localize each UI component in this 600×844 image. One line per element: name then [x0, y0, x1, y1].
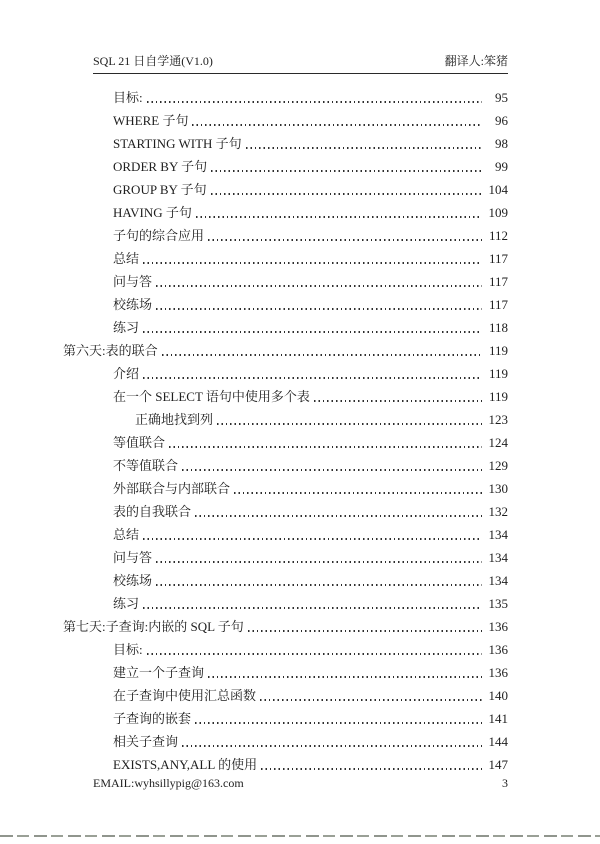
toc-leader-dots: [211, 170, 482, 171]
toc-entry-page: 141: [488, 711, 508, 726]
toc-entry-label: 总结: [113, 251, 140, 266]
toc-entry-page: 119: [488, 343, 508, 358]
toc-entry-label: 总结: [113, 527, 140, 542]
toc-entry-page: 136: [488, 642, 508, 657]
toc-entry-page: 109: [488, 205, 508, 220]
toc-entry-label: 相关子查询: [113, 734, 179, 749]
toc-entry-label: 等值联合: [113, 435, 166, 450]
toc-entry-label: 练习: [113, 596, 140, 611]
toc-entry-page: 117: [488, 297, 508, 312]
toc-leader-dots: [208, 676, 482, 677]
toc-leader-dots: [143, 262, 482, 263]
toc-entry: [63, 337, 508, 360]
toc-entry: [63, 751, 508, 774]
footer-page-number: 3: [502, 776, 508, 790]
toc-entry-label: 在一个 SELECT 语句中使用多个表: [113, 389, 310, 404]
toc-leader-dots: [156, 308, 482, 309]
header-book-title: SQL 21 日自学通(V1.0): [93, 54, 213, 68]
toc-entry: [63, 199, 508, 222]
toc-entry-label: 子查询的嵌套: [113, 711, 192, 726]
toc-entry: [63, 153, 508, 176]
toc-entry-label: 问与答: [113, 274, 153, 289]
toc-leader-dots: [260, 699, 482, 700]
footer-email: EMAIL:wyhsillypig@163.com: [93, 776, 244, 790]
toc-entry: [63, 268, 508, 291]
toc-entry-page: 136: [488, 665, 508, 680]
toc-entry: [63, 613, 508, 636]
toc-entry: [63, 360, 508, 383]
toc-entry-page: 134: [488, 573, 508, 588]
toc-entry-label: 子句的综合应用: [113, 228, 205, 243]
toc-leader-dots: [195, 515, 482, 516]
toc-entry: [63, 475, 508, 498]
toc-entry: [63, 590, 508, 613]
page-break-dashed-line: [0, 835, 600, 837]
toc-entry-page: 95: [495, 90, 508, 105]
toc-entry: [63, 84, 508, 107]
toc-entry: [63, 544, 508, 567]
toc-entry-label: 第七天:子查询:内嵌的 SQL 子句: [63, 619, 244, 634]
toc-entry-page: 98: [495, 136, 508, 151]
toc-entry-page: 136: [488, 619, 508, 634]
toc-entry: [63, 567, 508, 590]
toc-entry-page: 130: [488, 481, 508, 496]
toc-entry-label: HAVING 子句: [113, 205, 192, 220]
toc-entry-page: 119: [488, 389, 508, 404]
toc-leader-dots: [143, 538, 482, 539]
toc-leader-dots: [156, 584, 482, 585]
toc-entry-label: 问与答: [113, 550, 153, 565]
toc-entry-page: 96: [495, 113, 508, 128]
toc-entry-page: 144: [488, 734, 508, 749]
toc-entry: [63, 406, 508, 429]
page-header: [93, 54, 508, 74]
toc-entry-page: 112: [488, 228, 508, 243]
toc-entry-page: 132: [488, 504, 508, 519]
toc-entry-page: 129: [488, 458, 508, 473]
toc-entry: [63, 705, 508, 728]
toc-leader-dots: [143, 331, 482, 332]
toc-leader-dots: [143, 607, 482, 608]
toc-leader-dots: [143, 377, 482, 378]
toc-entry-label: EXISTS,ANY,ALL 的使用: [113, 757, 258, 772]
toc-entry-page: 119: [488, 366, 508, 381]
toc-entry-label: STARTING WITH 子句: [113, 136, 242, 151]
toc-entry: [63, 245, 508, 268]
toc-entry-label: 介绍: [113, 366, 140, 381]
toc-entry-page: 99: [495, 159, 508, 174]
toc-entry-page: 104: [488, 182, 508, 197]
toc-entry-label: 不等值联合: [113, 458, 179, 473]
toc-entry-page: 117: [488, 251, 508, 266]
toc-entry-label: 表的自我联合: [113, 504, 192, 519]
toc-leader-dots: [156, 285, 482, 286]
toc-entry-label: 目标:: [113, 642, 143, 657]
toc-entry-page: 118: [488, 320, 508, 335]
toc-entry-label: 校练场: [113, 297, 153, 312]
toc-entry: [63, 314, 508, 337]
toc-leader-dots: [156, 561, 482, 562]
toc-entry: [63, 222, 508, 245]
toc-entry: [63, 452, 508, 475]
toc-leader-dots: [169, 446, 482, 447]
toc-entry-label: 正确地找到列: [135, 412, 214, 427]
toc-leader-dots: [234, 492, 482, 493]
toc-entry: [63, 107, 508, 130]
toc-entry-label: 校练场: [113, 573, 153, 588]
toc-leader-dots: [248, 630, 482, 631]
page-footer: [93, 776, 508, 791]
table-of-contents: [63, 84, 508, 774]
toc-entry: [63, 682, 508, 705]
toc-entry: [63, 429, 508, 452]
toc-entry-page: 117: [488, 274, 508, 289]
toc-entry-page: 147: [488, 757, 508, 772]
toc-entry-page: 134: [488, 527, 508, 542]
toc-entry-label: WHERE 子句: [113, 113, 189, 128]
toc-entry-label: 练习: [113, 320, 140, 335]
toc-entry-label: 在子查询中使用汇总函数: [113, 688, 257, 703]
toc-leader-dots: [211, 193, 482, 194]
toc-entry: [63, 383, 508, 406]
toc-entry: [63, 728, 508, 751]
toc-entry-page: 140: [488, 688, 508, 703]
toc-leader-dots: [192, 124, 482, 125]
toc-leader-dots: [182, 745, 482, 746]
toc-entry-page: 134: [488, 550, 508, 565]
toc-leader-dots: [162, 354, 482, 355]
toc-entry-page: 123: [488, 412, 508, 427]
toc-entry: [63, 521, 508, 544]
toc-entry-label: 建立一个子查询: [113, 665, 205, 680]
toc-leader-dots: [147, 101, 482, 102]
toc-leader-dots: [196, 216, 482, 217]
toc-leader-dots: [195, 722, 482, 723]
toc-entry-label: ORDER BY 子句: [113, 159, 208, 174]
toc-leader-dots: [261, 768, 482, 769]
toc-entry: [63, 498, 508, 521]
toc-leader-dots: [314, 400, 482, 401]
toc-entry-label: 第六天:表的联合: [63, 343, 158, 358]
toc-entry-page: 135: [488, 596, 508, 611]
toc-entry: [63, 176, 508, 199]
toc-entry-label: 目标:: [113, 90, 143, 105]
toc-entry: [63, 659, 508, 682]
toc-entry: [63, 130, 508, 153]
toc-entry-label: GROUP BY 子句: [113, 182, 207, 197]
header-translator: 翻译人:笨猪: [444, 54, 508, 68]
toc-entry-label: 外部联合与内部联合: [113, 481, 231, 496]
toc-leader-dots: [208, 239, 482, 240]
toc-leader-dots: [147, 653, 482, 654]
toc-leader-dots: [246, 147, 482, 148]
toc-leader-dots: [182, 469, 482, 470]
toc-entry-page: 124: [488, 435, 508, 450]
toc-entry: [63, 291, 508, 314]
toc-entry: [63, 636, 508, 659]
toc-leader-dots: [217, 423, 482, 424]
